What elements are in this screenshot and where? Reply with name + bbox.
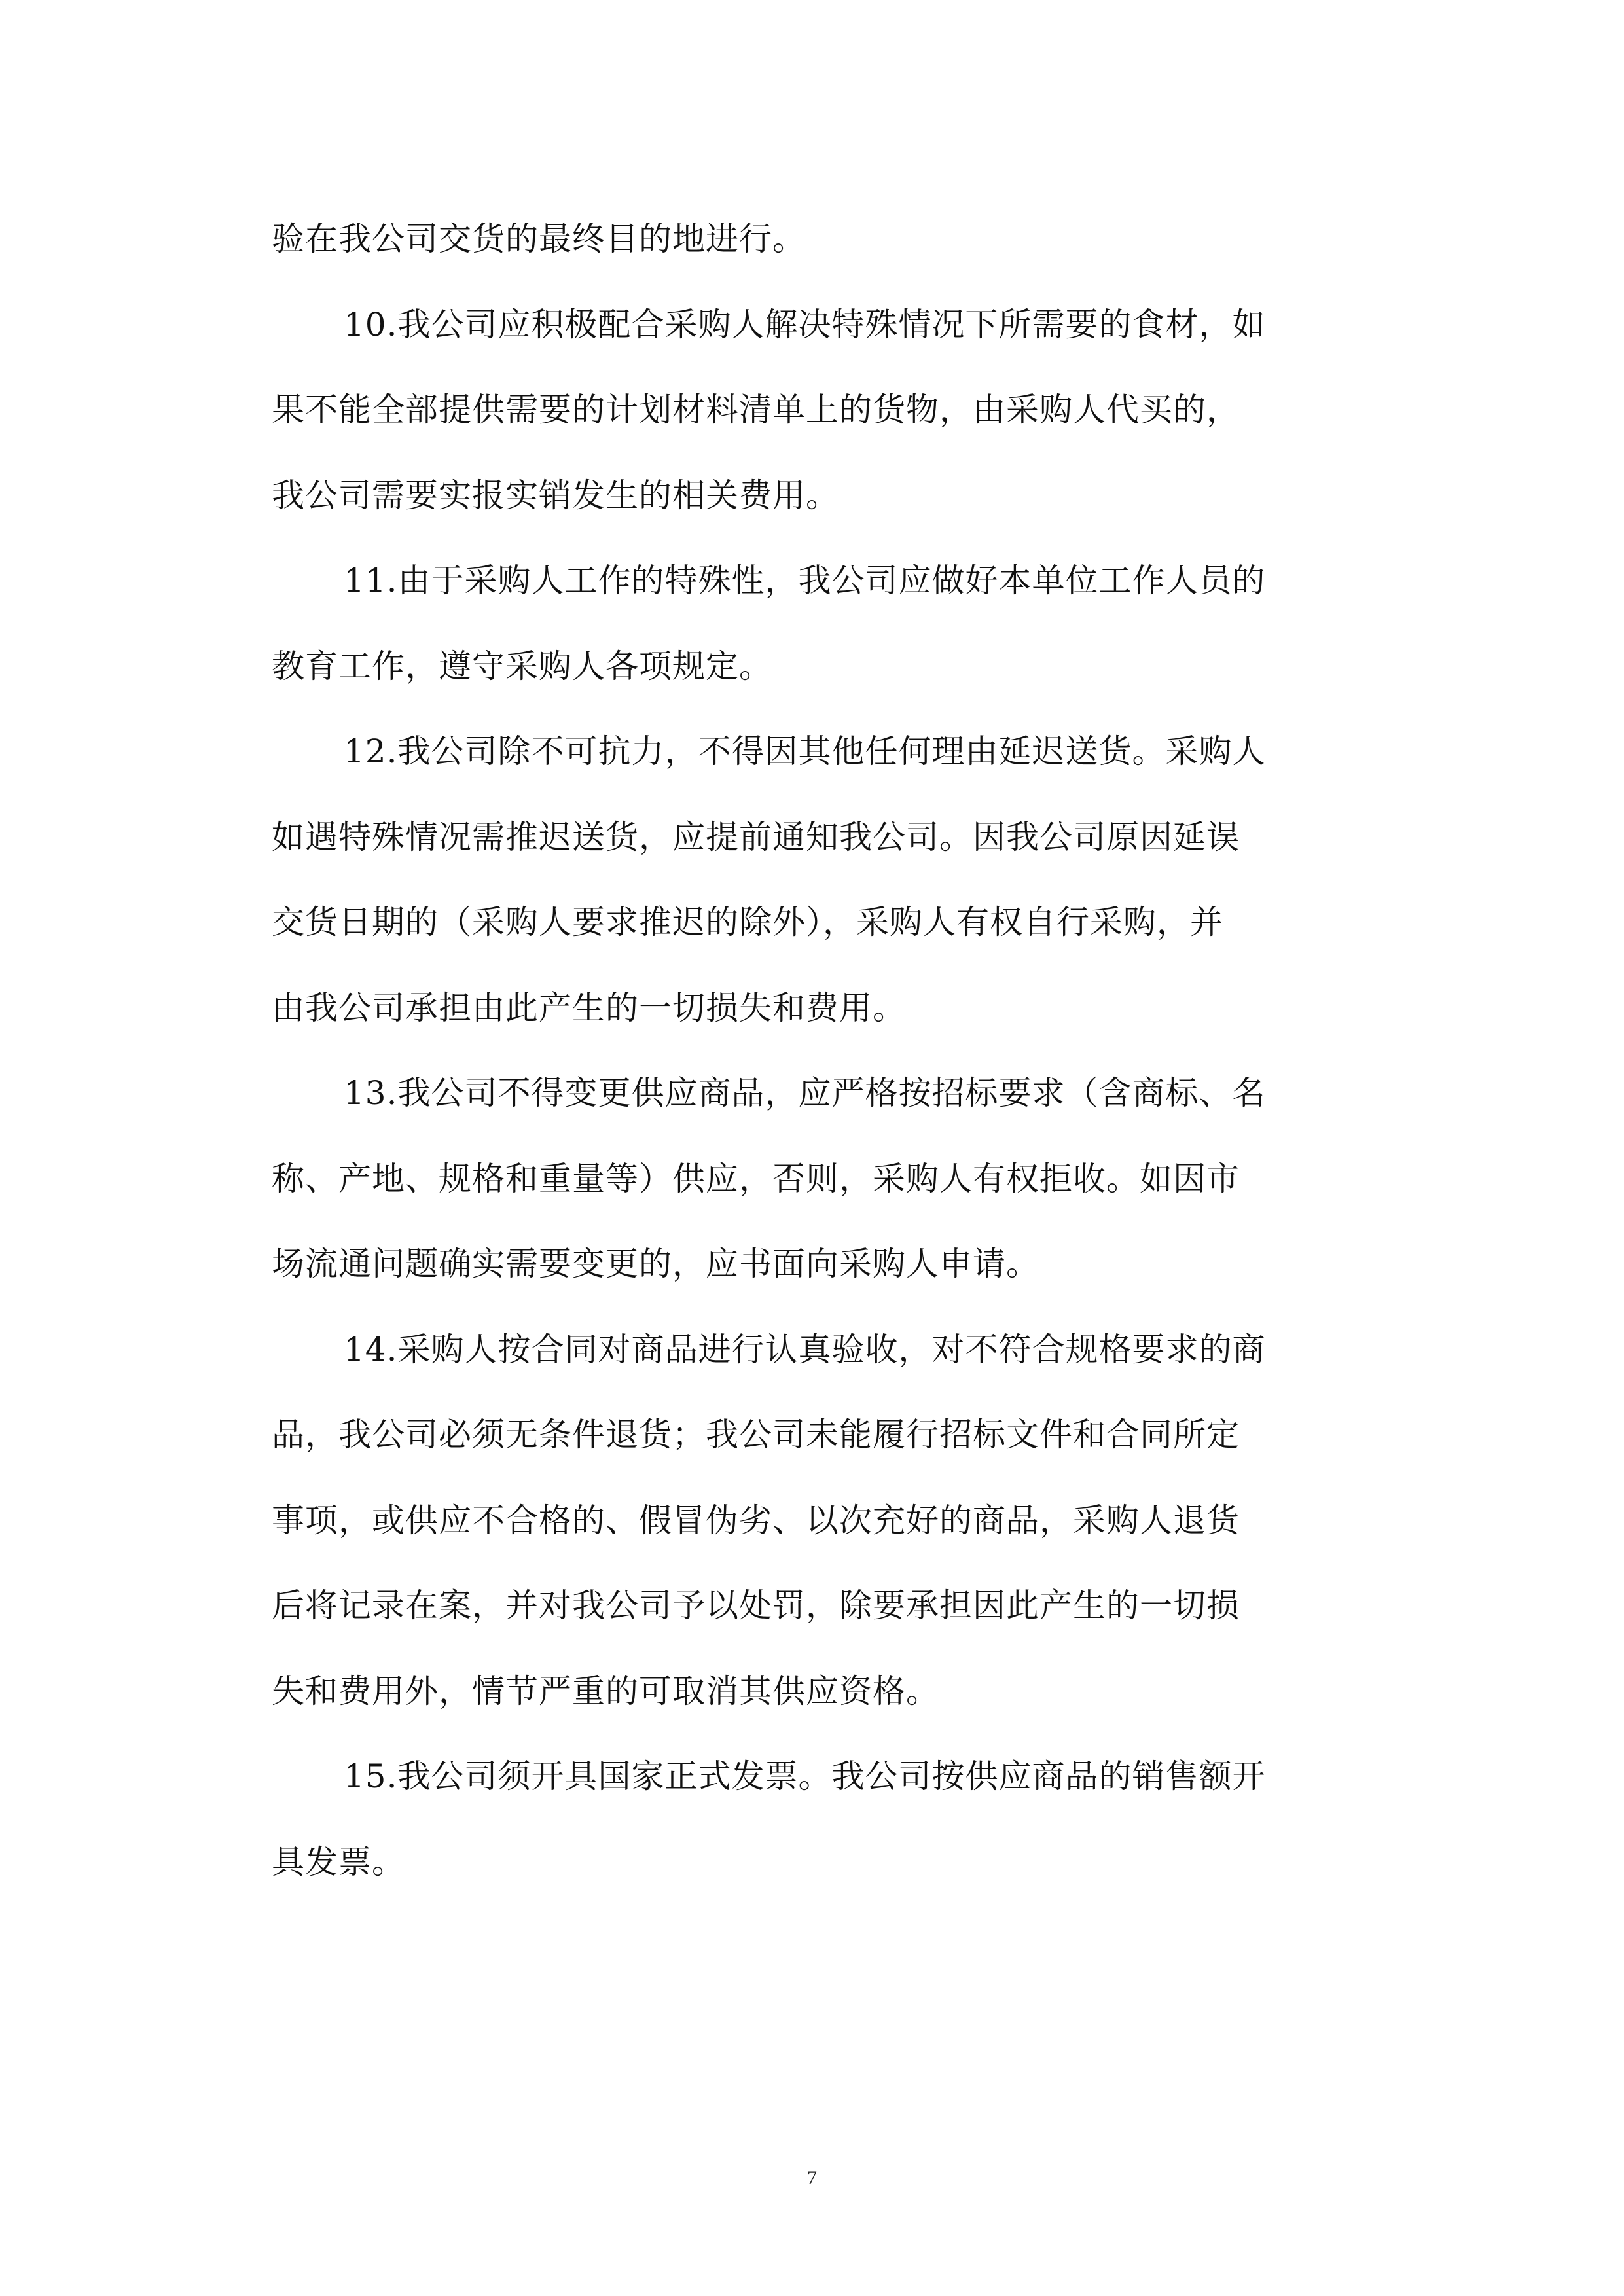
text-line: 我公司需要实报实销发生的相关费用。 (272, 476, 839, 514)
text-line: 场流通问题确实需要变更的，应书面向采购人申请。 (272, 1245, 1039, 1283)
page-number: 7 (807, 2167, 817, 2189)
text-line: 11.由于采购人工作的特殊性，我公司应做好本单位工作人员的 (344, 562, 1266, 600)
text-line: 失和费用外，情节严重的可取消其供应资格。 (272, 1672, 939, 1710)
text-line: 品，我公司必须无条件退货；我公司未能履行招标文件和合同所定 (272, 1416, 1240, 1454)
text-line: 后将记录在案，并对我公司予以处罚，除要承担因此产生的一切损 (272, 1587, 1240, 1624)
text-line: 12.我公司除不可抗力，不得因其他任何理由延迟送货。采购人 (344, 732, 1266, 770)
text-line: 具发票。 (272, 1843, 405, 1881)
text-line: 事项，或供应不合格的、假冒伪劣、以次充好的商品，采购人退货 (272, 1501, 1240, 1539)
text-line: 15.我公司须开具国家正式发票。我公司按供应商品的销售额开 (344, 1757, 1266, 1795)
text-line: 10.我公司应积极配合采购人解决特殊情况下所需要的食材，如 (344, 306, 1266, 344)
text-line: 由我公司承担由此产生的一切损失和费用。 (272, 989, 906, 1027)
text-line: 14.采购人按合同对商品进行认真验收，对不符合规格要求的商 (344, 1331, 1266, 1369)
text-line: 交货日期的（采购人要求推迟的除外），采购人有权自行采购，并 (272, 903, 1223, 941)
text-line: 教育工作，遵守采购人各项规定。 (272, 647, 772, 685)
text-line: 果不能全部提供需要的计划材料清单上的货物，由采购人代买的， (272, 391, 1240, 429)
text-line: 称、产地、规格和重量等）供应，否则，采购人有权拒收。如因市 (272, 1160, 1240, 1198)
text-line: 如遇特殊情况需推迟送货，应提前通知我公司。因我公司原因延误 (272, 818, 1240, 856)
text-line: 13.我公司不得变更供应商品，应严格按招标要求（含商标、名 (344, 1074, 1266, 1112)
text-line: 验在我公司交货的最终目的地进行。 (272, 220, 806, 258)
